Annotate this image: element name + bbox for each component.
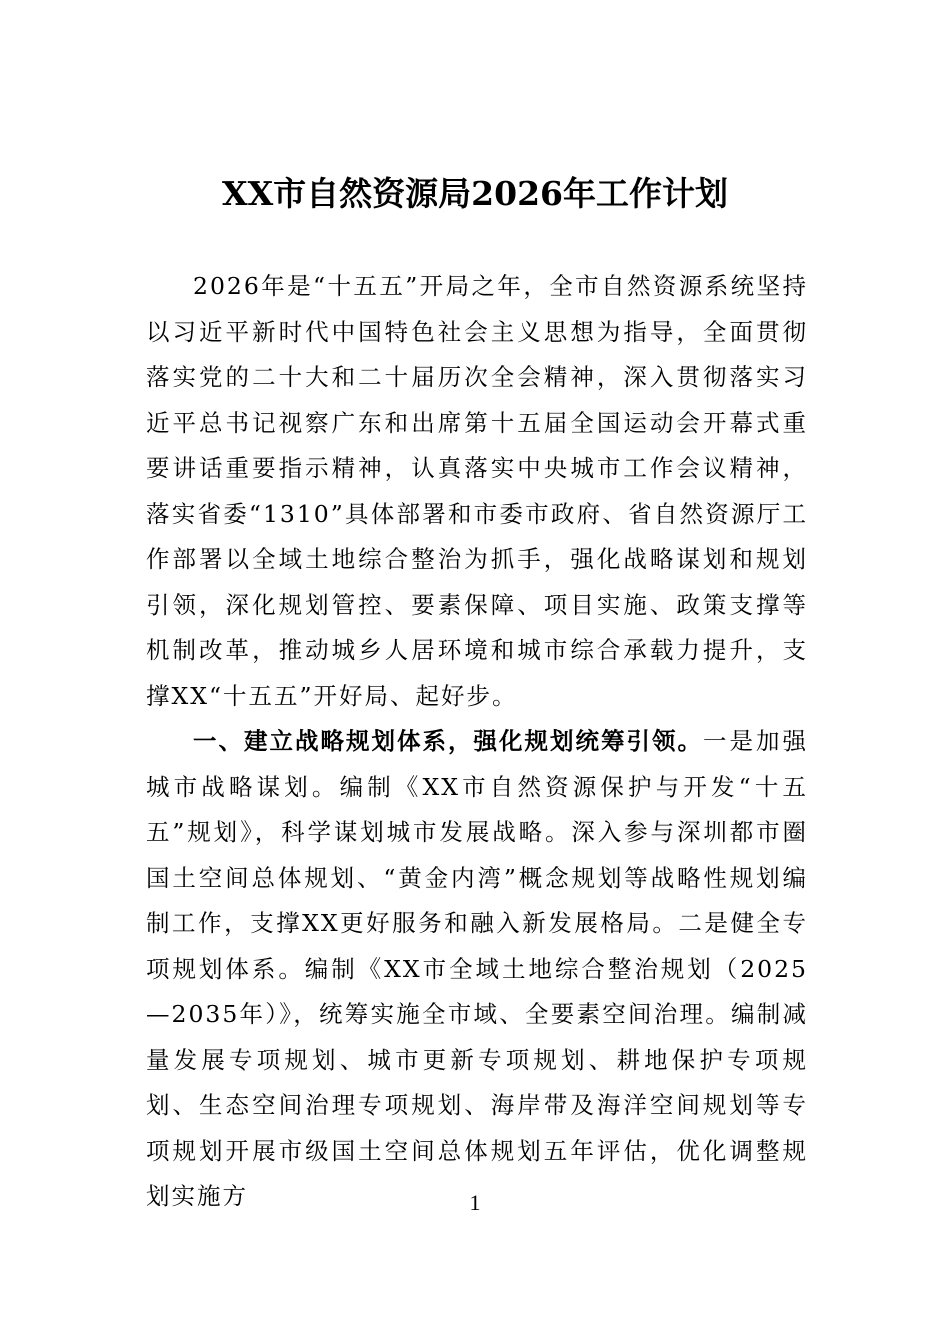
- page-number: 1: [469, 1190, 481, 1215]
- section-1-body: 一是加强城市战略谋划。编制《XX市自然资源保护与开发“十五五”规划》，科学谋划城市发展战略。深入参与深圳都市圈国土空间总体规划、“黄金内湾”概念规划等战略性规划编制工作，支撑XX更好服务和融入新发展格局。二是健全专项规划体系。编制《XX市全域土地综合整治规划（2025—2035年）》，统筹实施全市域、全要素空间治理。编制减量发展专项规划、城市更新专项规划、耕地保护专项规划、生态空间治理专项规划、海岸带及海洋空间规划等专项规划开展市级国土空间总体规划五年评估，优化调整规划实施方: [146, 727, 808, 1210]
- document-body: [146, 264, 808, 1220]
- section-1-heading: 一、建立战略规划体系，强化规划统筹引领。: [193, 727, 703, 755]
- section-1-paragraph: [146, 719, 808, 1220]
- document-title: XX市自然资源局2026年工作计划: [221, 174, 729, 213]
- intro-paragraph: 2026年是“十五五”开局之年，全市自然资源系统坚持以习近平新时代中国特色社会主义思想为指导，全面贯彻落实党的二十大和二十届历次全会精神，深入贯彻落实习近平总书记视察广东和出席第十五届全国运动会开幕式重要讲话重要指示精神，认真落实中央城市工作会议精神，落实省委“1310”具体部署和市委市政府、省自然资源厅工作部署以全域土地综合整治为抓手，强化战略谋划和规划引领，深化规划管控、要素保障、项目实施、政策支撑等机制改革，推动城乡人居环境和城市综合承载力提升，支撑XX“十五五”开好局、起好步。: [146, 272, 808, 710]
